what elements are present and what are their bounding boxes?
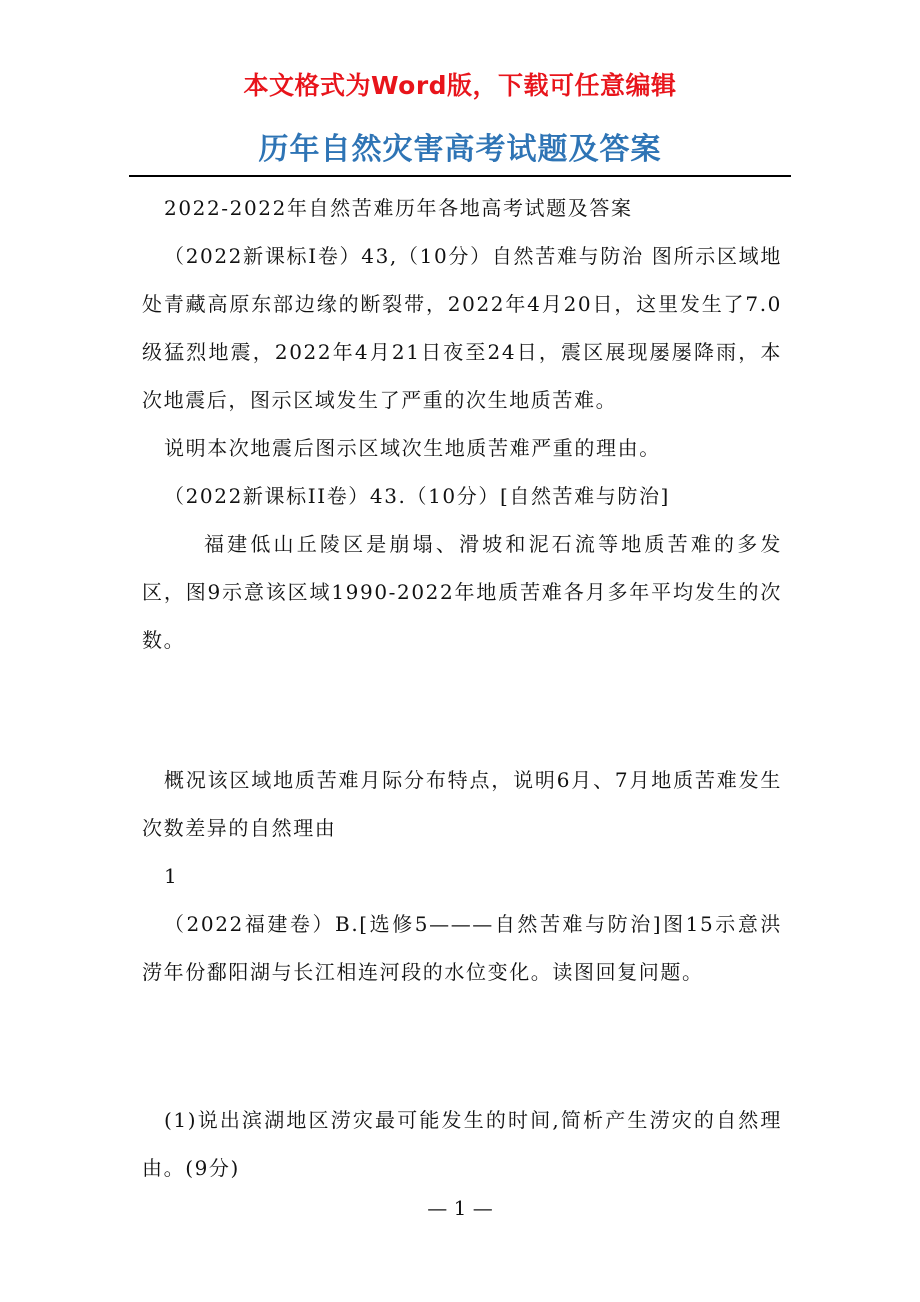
paragraph-question-3: （2022福建卷）B.[选修5———自然苦难与防治]图15示意洪涝年份鄱阳湖与长江相连河段的水位变化。读图回复问题。	[142, 912, 782, 984]
paragraph-question-2-body: 福建低山丘陵区是崩塌、滑坡和泥石流等地质苦难的多发区，图9示意该区域1990-2022年地质苦难各月多年平均发生的次数。	[142, 532, 782, 652]
page-number: — 1 —	[427, 1196, 493, 1220]
body-block-1	[142, 184, 782, 664]
document-title: 历年自然灾害高考试题及答案	[258, 132, 662, 167]
paragraph-number: 1	[164, 864, 179, 888]
paragraph-question-2-ask: 概况该区域地质苦难月际分布特点，说明6月、7月地质苦难发生次数差异的自然理由	[142, 768, 782, 840]
paragraph-heading: 2022-2022年自然苦难历年各地高考试题及答案	[164, 196, 633, 220]
title-divider	[129, 175, 791, 177]
paragraph-question-2-header: （2022新课标II卷）43.（10分）[自然苦难与防治]	[164, 484, 670, 508]
body-block-3	[142, 1096, 782, 1192]
paragraph-question-1: （2022新课标I卷）43,（10分）自然苦难与防治 图所示区域地处青藏高原东部边缘的断裂带，2022年4月20日，这里发生了7.0级猛烈地震，2022年4月21日夜至24日，震区展现屡屡降雨，本次地震后，图示区域发生了严重的次生地质苦难。	[142, 244, 782, 412]
body-block-2	[142, 756, 782, 996]
paragraph-question-1-ask: 说明本次地震后图示区域次生地质苦难严重的理由。	[164, 436, 661, 460]
paragraph-question-3-part-1: (1)说出滨湖地区涝灾最可能发生的时间,简析产生涝灾的自然理由。(9分)	[142, 1108, 782, 1180]
format-banner: 本文格式为Word版，下载可任意编辑	[243, 71, 677, 100]
